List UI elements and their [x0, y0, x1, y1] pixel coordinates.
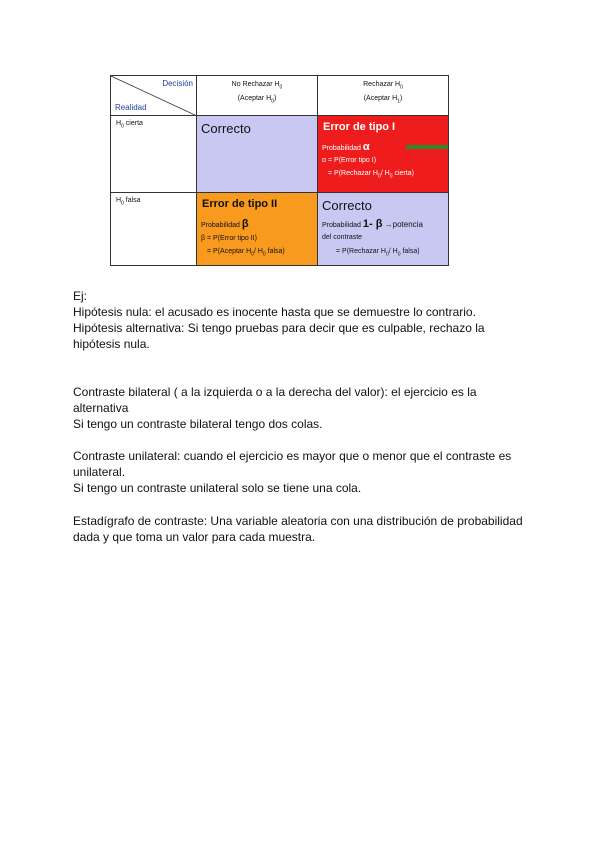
text-line: Ej: — [73, 289, 88, 303]
paragraph-bilateral — [73, 384, 527, 432]
text-line: Contraste bilateral ( a la izquierda o a la derecha del valor): el ejercicio es la — [73, 385, 477, 399]
probability-line: Probabilidad α — [322, 141, 370, 153]
column-header-reject: Rechazar $H_0$ (Aceptar $H_1$) — [318, 76, 448, 116]
text-line: Si tengo un contraste unilateral solo se tiene una cola. — [73, 481, 362, 495]
table-corner-header — [111, 76, 197, 116]
cell-type-ii-error — [197, 193, 318, 265]
beta-probability: = P(Aceptar $H_0/$ $H_0$ falsa) — [207, 248, 285, 258]
power-line: Probabilidad 1- β →potencia — [322, 218, 423, 230]
column-header-no-reject: No Rechazar $H_0$ (Aceptar $H_0$) — [197, 76, 318, 116]
text-line: Hipótesis alternativa: Si tengo pruebas para decir que es culpable, rechazo la — [73, 321, 485, 335]
cell-correct-reject — [318, 193, 448, 265]
paragraph-test-statistic — [73, 513, 527, 545]
beta-definition: β = P(Error tipo II) — [201, 235, 257, 242]
text-line: Hipótesis nula: el acusado es inocente hasta que se demuestre lo contrario. — [73, 305, 476, 319]
text-line: alternativa — [73, 401, 129, 415]
text-line: Contraste unilateral: cuando el ejercicio es mayor que o menor que el contraste es — [73, 449, 512, 463]
cell-title: Error de tipo I — [323, 121, 396, 133]
paragraph-example — [73, 288, 527, 352]
decision-label: Decisión — [162, 79, 193, 88]
cell-title: Correcto — [201, 121, 251, 136]
probability-line: Probabilidad β — [201, 218, 249, 230]
text-line: dada y que toma un valor para cada muestra. — [73, 530, 316, 544]
cell-correct-accept — [197, 116, 318, 193]
power-probability: = P(Rechazar $H_0/$ $H_0$ falsa) — [336, 248, 420, 258]
text-line: hipótesis nula. — [73, 337, 150, 351]
text-line: Estadígrafo de contraste: Una variable aleatoria con una distribución de probabilidad — [73, 514, 523, 528]
alpha-probability: = P(Rechazar $H_0/$ $H_0$ cierta) — [328, 170, 414, 180]
hypothesis-decision-table — [110, 75, 449, 266]
text-line: Si tengo un contraste bilateral tengo dos colas. — [73, 417, 323, 431]
reality-label: Realidad — [115, 103, 147, 112]
text-line: unilateral. — [73, 465, 126, 479]
alpha-definition: α = P(Error tipo I) — [322, 157, 377, 164]
cell-title: Error de tipo II — [202, 198, 278, 210]
green-highlight-bar — [406, 145, 448, 149]
paragraph-unilateral — [73, 448, 527, 496]
power-subtitle: del contraste — [322, 234, 363, 241]
cell-title: Correcto — [322, 198, 372, 213]
cell-type-i-error — [318, 116, 448, 193]
row-label-h0-true: $H_0$ cierta — [111, 116, 197, 193]
row-label-h0-false: $H_0$ falsa — [111, 193, 197, 265]
